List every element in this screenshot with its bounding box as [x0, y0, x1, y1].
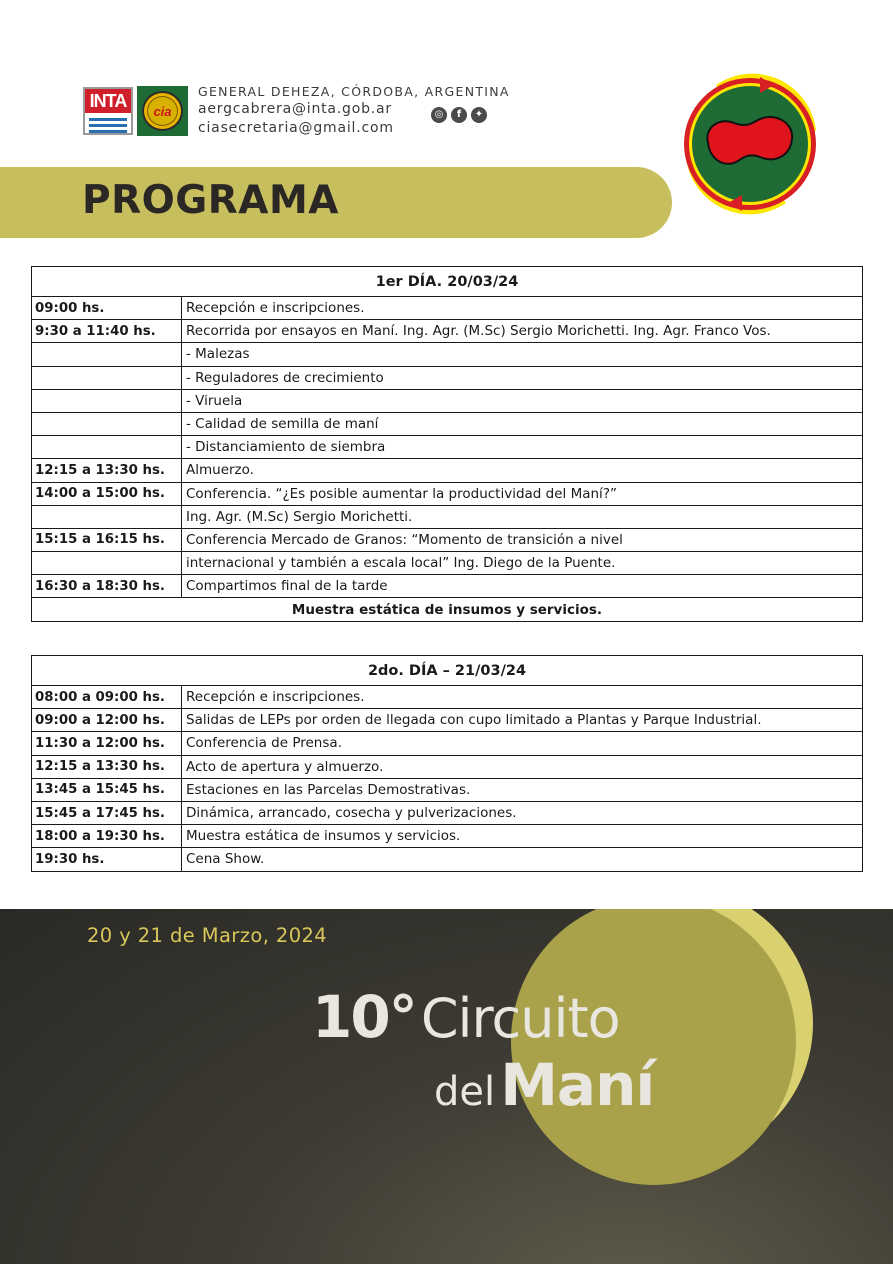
day2-heading: 2do. DÍA – 21/03/24: [32, 656, 863, 686]
activity-cell: Compartimos final de la tarde: [182, 575, 863, 598]
time-cell: [32, 412, 182, 435]
table-row: [32, 459, 863, 482]
activity-cell: Cena Show.: [182, 848, 863, 871]
location-text: GENERAL DEHEZA, CÓRDOBA, ARGENTINA: [198, 84, 510, 99]
time-cell: 13:45 a 15:45 hs.: [32, 778, 182, 801]
table-row: [32, 320, 863, 343]
table-row: [32, 732, 863, 755]
activity-cell: Conferencia Mercado de Granos: “Momento de transición a nivel: [182, 528, 863, 551]
event-title-line2: [434, 1052, 654, 1133]
activity-cell: Recepción e inscripciones.: [182, 686, 863, 709]
table-row: [32, 436, 863, 459]
time-cell: 14:00 a 15:00 hs.: [32, 482, 182, 505]
day1-footer-note: Muestra estática de insumos y servicios.: [32, 598, 863, 621]
table-row: [32, 343, 863, 366]
table-row: [32, 552, 863, 575]
time-cell: 09:00 a 12:00 hs.: [32, 709, 182, 732]
table-row: [32, 366, 863, 389]
time-cell: 12:15 a 13:30 hs.: [32, 755, 182, 778]
event-date: 20 y 21 de Marzo, 2024: [87, 924, 328, 947]
time-cell: 08:00 a 09:00 hs.: [32, 686, 182, 709]
table-row: [32, 848, 863, 871]
day1-heading: 1er DÍA. 20/03/24: [32, 267, 863, 297]
activity-cell: Salidas de LEPs por orden de llegada con cupo limitado a Plantas y Parque Industrial.: [182, 709, 863, 732]
table-row: [32, 686, 863, 709]
event-word-del: del: [434, 1069, 496, 1115]
instagram-icon[interactable]: ◎: [431, 107, 447, 123]
table-row: [32, 528, 863, 551]
table-row: [32, 755, 863, 778]
table-row: [32, 505, 863, 528]
table-row: [32, 709, 863, 732]
inta-logo-stripe: [89, 124, 127, 127]
activity-cell: internacional y también a escala local” Ing. Diego de la Puente.: [182, 552, 863, 575]
time-cell: 09:00 hs.: [32, 297, 182, 320]
activity-cell: - Calidad de semilla de maní: [182, 412, 863, 435]
time-cell: 19:30 hs.: [32, 848, 182, 871]
time-cell: [32, 343, 182, 366]
time-cell: 11:30 a 12:00 hs.: [32, 732, 182, 755]
day2-schedule-table: [31, 655, 863, 872]
time-cell: 9:30 a 11:40 hs.: [32, 320, 182, 343]
time-cell: 15:45 a 17:45 hs.: [32, 801, 182, 824]
table-row: [32, 801, 863, 824]
time-cell: 15:15 a 16:15 hs.: [32, 528, 182, 551]
table-row: [32, 297, 863, 320]
table-header-row: [32, 267, 863, 297]
activity-cell: Conferencia. “¿Es posible aumentar la productividad del Maní?”: [182, 482, 863, 505]
inta-logo: [83, 87, 133, 135]
activity-cell: - Reguladores de crecimiento: [182, 366, 863, 389]
activity-cell: Acto de apertura y almuerzo.: [182, 755, 863, 778]
activity-cell: Almuerzo.: [182, 459, 863, 482]
time-cell: 18:00 a 19:30 hs.: [32, 825, 182, 848]
activity-cell: - Distanciamiento de siembra: [182, 436, 863, 459]
time-cell: [32, 552, 182, 575]
table-row: [32, 482, 863, 505]
email-primary[interactable]: aergcabrera@inta.gob.ar: [198, 101, 392, 117]
table-header-row: [32, 656, 863, 686]
inta-logo-text: INTA: [85, 89, 131, 113]
cia-logo-text: cia: [153, 104, 172, 119]
table-footer-row: [32, 598, 863, 621]
time-cell: [32, 436, 182, 459]
table-row: [32, 825, 863, 848]
cia-logo: [137, 86, 188, 136]
activity-cell: Ing. Agr. (M.Sc) Sergio Morichetti.: [182, 505, 863, 528]
time-cell: [32, 366, 182, 389]
activity-cell: Recorrida por ensayos en Maní. Ing. Agr. (M.Sc) Sergio Morichetti. Ing. Agr. Franco Vos.: [182, 320, 863, 343]
time-cell: [32, 505, 182, 528]
inta-logo-stripe: [89, 130, 127, 133]
table-row: [32, 778, 863, 801]
inta-logo-stripe: [89, 118, 127, 121]
social-icons: [431, 107, 487, 123]
time-cell: [32, 389, 182, 412]
facebook-icon[interactable]: f: [451, 107, 467, 123]
activity-cell: - Malezas: [182, 343, 863, 366]
activity-cell: - Viruela: [182, 389, 863, 412]
table-row: [32, 412, 863, 435]
twitter-icon[interactable]: ✦: [471, 107, 487, 123]
event-footer-banner: [0, 909, 893, 1264]
activity-cell: Conferencia de Prensa.: [182, 732, 863, 755]
circuito-emblem-logo: [676, 71, 826, 217]
activity-cell: Dinámica, arrancado, cosecha y pulverizaciones.: [182, 801, 863, 824]
table-row: [32, 575, 863, 598]
event-number: 10°: [312, 983, 416, 1051]
activity-cell: Estaciones en las Parcelas Demostrativas.: [182, 778, 863, 801]
time-cell: 16:30 a 18:30 hs.: [32, 575, 182, 598]
event-word-circuito: Circuito: [420, 987, 620, 1050]
email-secondary[interactable]: ciasecretaria@gmail.com: [198, 120, 394, 136]
event-word-mani: Maní: [500, 1051, 655, 1119]
activity-cell: Recepción e inscripciones.: [182, 297, 863, 320]
cia-logo-center: [147, 96, 178, 126]
activity-cell: Muestra estática de insumos y servicios.: [182, 825, 863, 848]
page-title: PROGRAMA: [82, 178, 339, 223]
time-cell: 12:15 a 13:30 hs.: [32, 459, 182, 482]
table-row: [32, 389, 863, 412]
day1-schedule-table: [31, 266, 863, 622]
